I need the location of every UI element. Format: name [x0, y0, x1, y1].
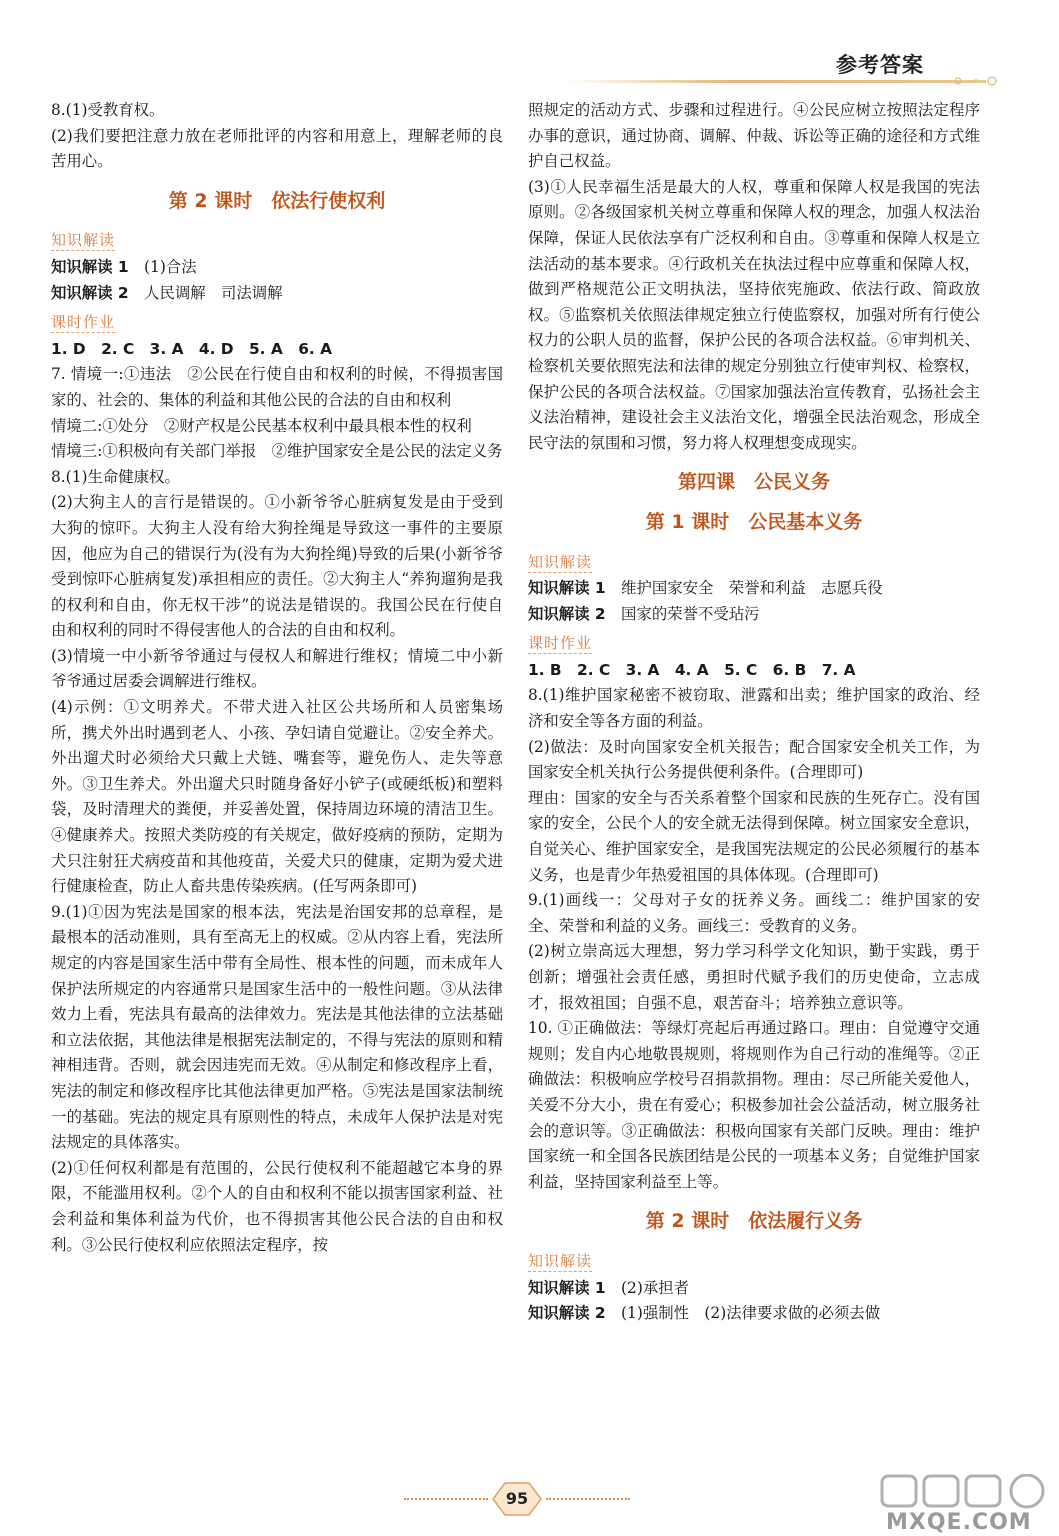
knowledge-item	[51, 255, 503, 281]
header-rule	[566, 80, 986, 83]
multiple-choice-answers: 1. D 2. C 3. A 4. D 5. A 6. A	[51, 339, 333, 358]
knowledge-item-text: (2)承担者	[621, 1278, 690, 1297]
knowledge-item	[528, 576, 980, 602]
footer-dots-left	[404, 1498, 488, 1500]
answer-paragraph: (4)示例：①文明养犬。不带犬进入社区公共场所和人员密集场所，携犬外出时遇到老人、小孩、孕妇请自觉避让。②安全养犬。外出遛犬时必须给犬只戴上犬链、嘴套等，避免伤人、走失等意外。③卫生养犬。外出遛犬只时随身备好小铲子(或硬纸板)和塑料袋，及时清理犬的粪便，并妥善处置，保持周边环境的清洁卫生。④健康养犬。按照犬类防疫的有关规定，做好疫病的预防，定期为犬只注射狂犬病疫苗和其他疫苗，关爱犬只的健康，定期为爱犬进行健康检查，防止人畜共患传染疾病。(任写两条即可)	[51, 698, 503, 896]
answer-paragraph: 10. ①正确做法：等绿灯亮起后再通过路口。理由：自觉遵守交通规则；发自内心地敬畏规则，将规则作为自己行动的准绳等。②正确做法：积极响应学校号召捐款捐物。理由：尽己所能关爱他人，关爱不分大小，贵在有爱心；积极参加社会公益活动，树立服务社会的意识等。③正确做法：积极向国家有关部门反映。理由：维护国家统一和全国各民族团结是公民的一项基本义务；自觉维护国家利益，坚持国家利益至上等。	[528, 1019, 980, 1191]
answer-paragraph: 8.(1)生命健康权。	[51, 467, 180, 486]
knowledge-tag-row	[51, 228, 503, 254]
knowledge-item	[528, 1276, 980, 1302]
knowledge-item-text: 维护国家安全 荣誉和利益 志愿兵役	[621, 579, 883, 598]
answer-paragraph: (2)①任何权利都是有范围的，公民行使权利不能超越它本身的界限，不能滥用权利。②个人的自由和权利不能以损害国家利益、社会利益和集体利益为代价，也不得损害其他公民合法的自由和权利。③公民行使权利应依照法定程序，按	[51, 1158, 503, 1254]
knowledge-item-text: (1)强制性 (2)法律要求做的必须去做	[621, 1304, 881, 1323]
knowledge-item	[528, 602, 980, 628]
answer-paragraph: 9.(1)画线一：父母对子女的抚养义务。画线二：维护国家的安全、荣誉和利益的义务。画线三：受教育的义务。	[528, 891, 980, 935]
section-heading: 第 2 课时 依法行使权利	[168, 189, 386, 212]
answer-paragraph: (2)做法：及时向国家安全机关报告；配合国家安全机关工作，为国家安全机关执行公务提供便利条件。(合理即可)	[528, 737, 980, 782]
knowledge-item	[528, 1301, 980, 1327]
knowledge-tag: 知识解读	[51, 231, 116, 250]
multiple-choice-answers: 1. B 2. C 3. A 4. A 5. C 6. B 7. A	[528, 660, 856, 679]
page-number: 95	[505, 1489, 529, 1508]
knowledge-item-text: 人民调解 司法调解	[144, 283, 283, 302]
answer-paragraph: 7. 情境一:①违法 ②公民在行使自由和权利的时候，不得损害国家的、社会的、集体的利益和其他公民的合法的自由和权利	[51, 365, 503, 409]
knowledge-item	[51, 281, 503, 307]
section-heading: 第四课 公民义务	[677, 471, 830, 494]
answer-paragraph: 情境三:①积极向有关部门举报 ②维护国家安全是公民的法定义务	[51, 442, 503, 461]
knowledge-tag: 知识解读	[528, 1251, 593, 1270]
knowledge-item-label: 知识解读 2	[528, 1304, 606, 1323]
section-heading: 第 2 课时 依法履行义务	[645, 1210, 863, 1233]
knowledge-item-text: 国家的荣誉不受玷污	[621, 604, 760, 623]
knowledge-tag-row	[528, 631, 980, 657]
knowledge-item-label: 知识解读 2	[528, 604, 606, 623]
knowledge-item-label: 知识解读 1	[528, 1278, 606, 1297]
answer-paragraph: 理由：国家的安全与否关系着整个国家和民族的生死存亡。没有国家的安全，公民个人的安全就无法得到保障。树立国家安全意识，自觉关心、维护国家安全，是我国宪法规定的公民必须履行的基本义务，也是青少年热爱祖国的具体体现。(合理即可)	[528, 788, 980, 884]
knowledge-item-text: (1)合法	[144, 257, 197, 276]
knowledge-tag: 课时作业	[528, 634, 593, 653]
answer-paragraph: (3)情境一中小新爷爷通过与侵权人和解进行维权；情境二中小新爷爷通过居委会调解进行维权。	[51, 646, 503, 691]
watermark-text: MXQE.COM	[886, 1510, 1032, 1535]
knowledge-tag: 课时作业	[51, 313, 116, 332]
answer-paragraph: (2)我们要把注意力放在老师批评的内容和用意上，理解老师的良苦用心。	[51, 126, 503, 171]
answer-paragraph: 照规定的活动方式、步骤和过程进行。④公民应树立按照法定程序办事的意识，通过协商、调解、仲裁、诉讼等正确的途径和方式维护自己权益。	[528, 101, 980, 171]
header-ornament-icon	[950, 74, 1010, 88]
answer-paragraph: 9.(1)①因为宪法是国家的根本法，宪法是治国安邦的总章程，是最根本的活动准则，具有至高无上的权威。②从内容上看，宪法所规定的内容是国家生活中带有全局性、根本性的问题，而未成年人保护法所规定的内容通常只是国家生活中的一般性问题。③从法律效力上看，宪法具有最高的法律效力。宪法是其他法律的立法基础和立法依据，其他法律是根据宪法制定的，不得与宪法的原则和精神相违背。否则，就会因违宪而无效。④从制定和修改程序上看，宪法的制定和修改程序比其他法律更加严格。⑤宪法是国家法制统一的基础。宪法的规定具有原则性的特点，未成年人保护法是对宪法规定的具体落实。	[51, 902, 503, 1152]
right-column	[528, 98, 980, 1327]
answer-paragraph: 8.(1)受教育权。	[51, 101, 165, 119]
answer-paragraph: 8.(1)维护国家秘密不被窃取、泄露和出卖；维护国家的政治、经济和安全等各方面的利益。	[528, 686, 980, 731]
left-column	[51, 98, 503, 1258]
section-heading: 第 1 课时 公民基本义务	[645, 510, 863, 533]
knowledge-tag-row	[528, 550, 980, 576]
answer-paragraph: 情境二:①处分 ②财产权是公民基本权利中最具根本性的权利	[51, 416, 472, 435]
knowledge-item-label: 知识解读 1	[528, 579, 606, 598]
knowledge-tag-row	[528, 1249, 980, 1275]
knowledge-tag-row	[51, 310, 503, 336]
knowledge-tag: 知识解读	[528, 552, 593, 571]
answer-paragraph: (3)①人民幸福生活是最大的人权，尊重和保障人权是我国的宪法原则。②各级国家机关树立尊重和保障人权的理念，加强人权法治保障，保证人民依法享有广泛权利和自由。③尊重和保障人权是立法活动的基本要求。④行政机关在执法过程中应尊重和保障人权，做到严格规范公正文明执法，坚持依宪施政、依法行政、简政放权。⑤监察机关依照法律规定独立行使监察权，加强对所有行使公权力的公职人员的监督，保护公民的各项合法权益。⑥审判机关、检察机关要依照宪法和法律的规定分别独立行使审判权、检察权，保护公民的各项合法权益。⑦国家加强法治宣传教育，弘扬社会主义法治精神，建设社会主义法治文化，增强全民法治观念，形成全民守法的氛围和习惯，努力将人权理想变成现实。	[528, 177, 980, 452]
knowledge-item-label: 知识解读 2	[51, 283, 129, 302]
footer-dots-right	[546, 1498, 630, 1500]
answer-paragraph: (2)树立崇高远大理想，努力学习科学文化知识，勤于实践，勇于创新；增强社会责任感，勇担时代赋予我们的历史使命，立志成才，报效祖国；自强不息，艰苦奋斗；培养独立意识等。	[528, 942, 980, 1012]
answer-paragraph: (2)大狗主人的言行是错误的。①小新爷爷心脏病复发是由于受到大狗的惊吓。大狗主人没有给大狗拴绳是导致这一事件的主要原因，他应为自己的错误行为(没有为大狗拴绳)导致的后果(小新爷爷受到惊吓心脏病复发)承担相应的责任。②大狗主人“养狗遛狗是我的权利和自由，你无权干涉”的说法是错误的。我国公民在行使自由和权利的同时不得侵害他人的合法的自由和权利。	[51, 493, 503, 640]
header-title: 参考答案	[836, 53, 924, 77]
knowledge-item-label: 知识解读 1	[51, 257, 129, 276]
